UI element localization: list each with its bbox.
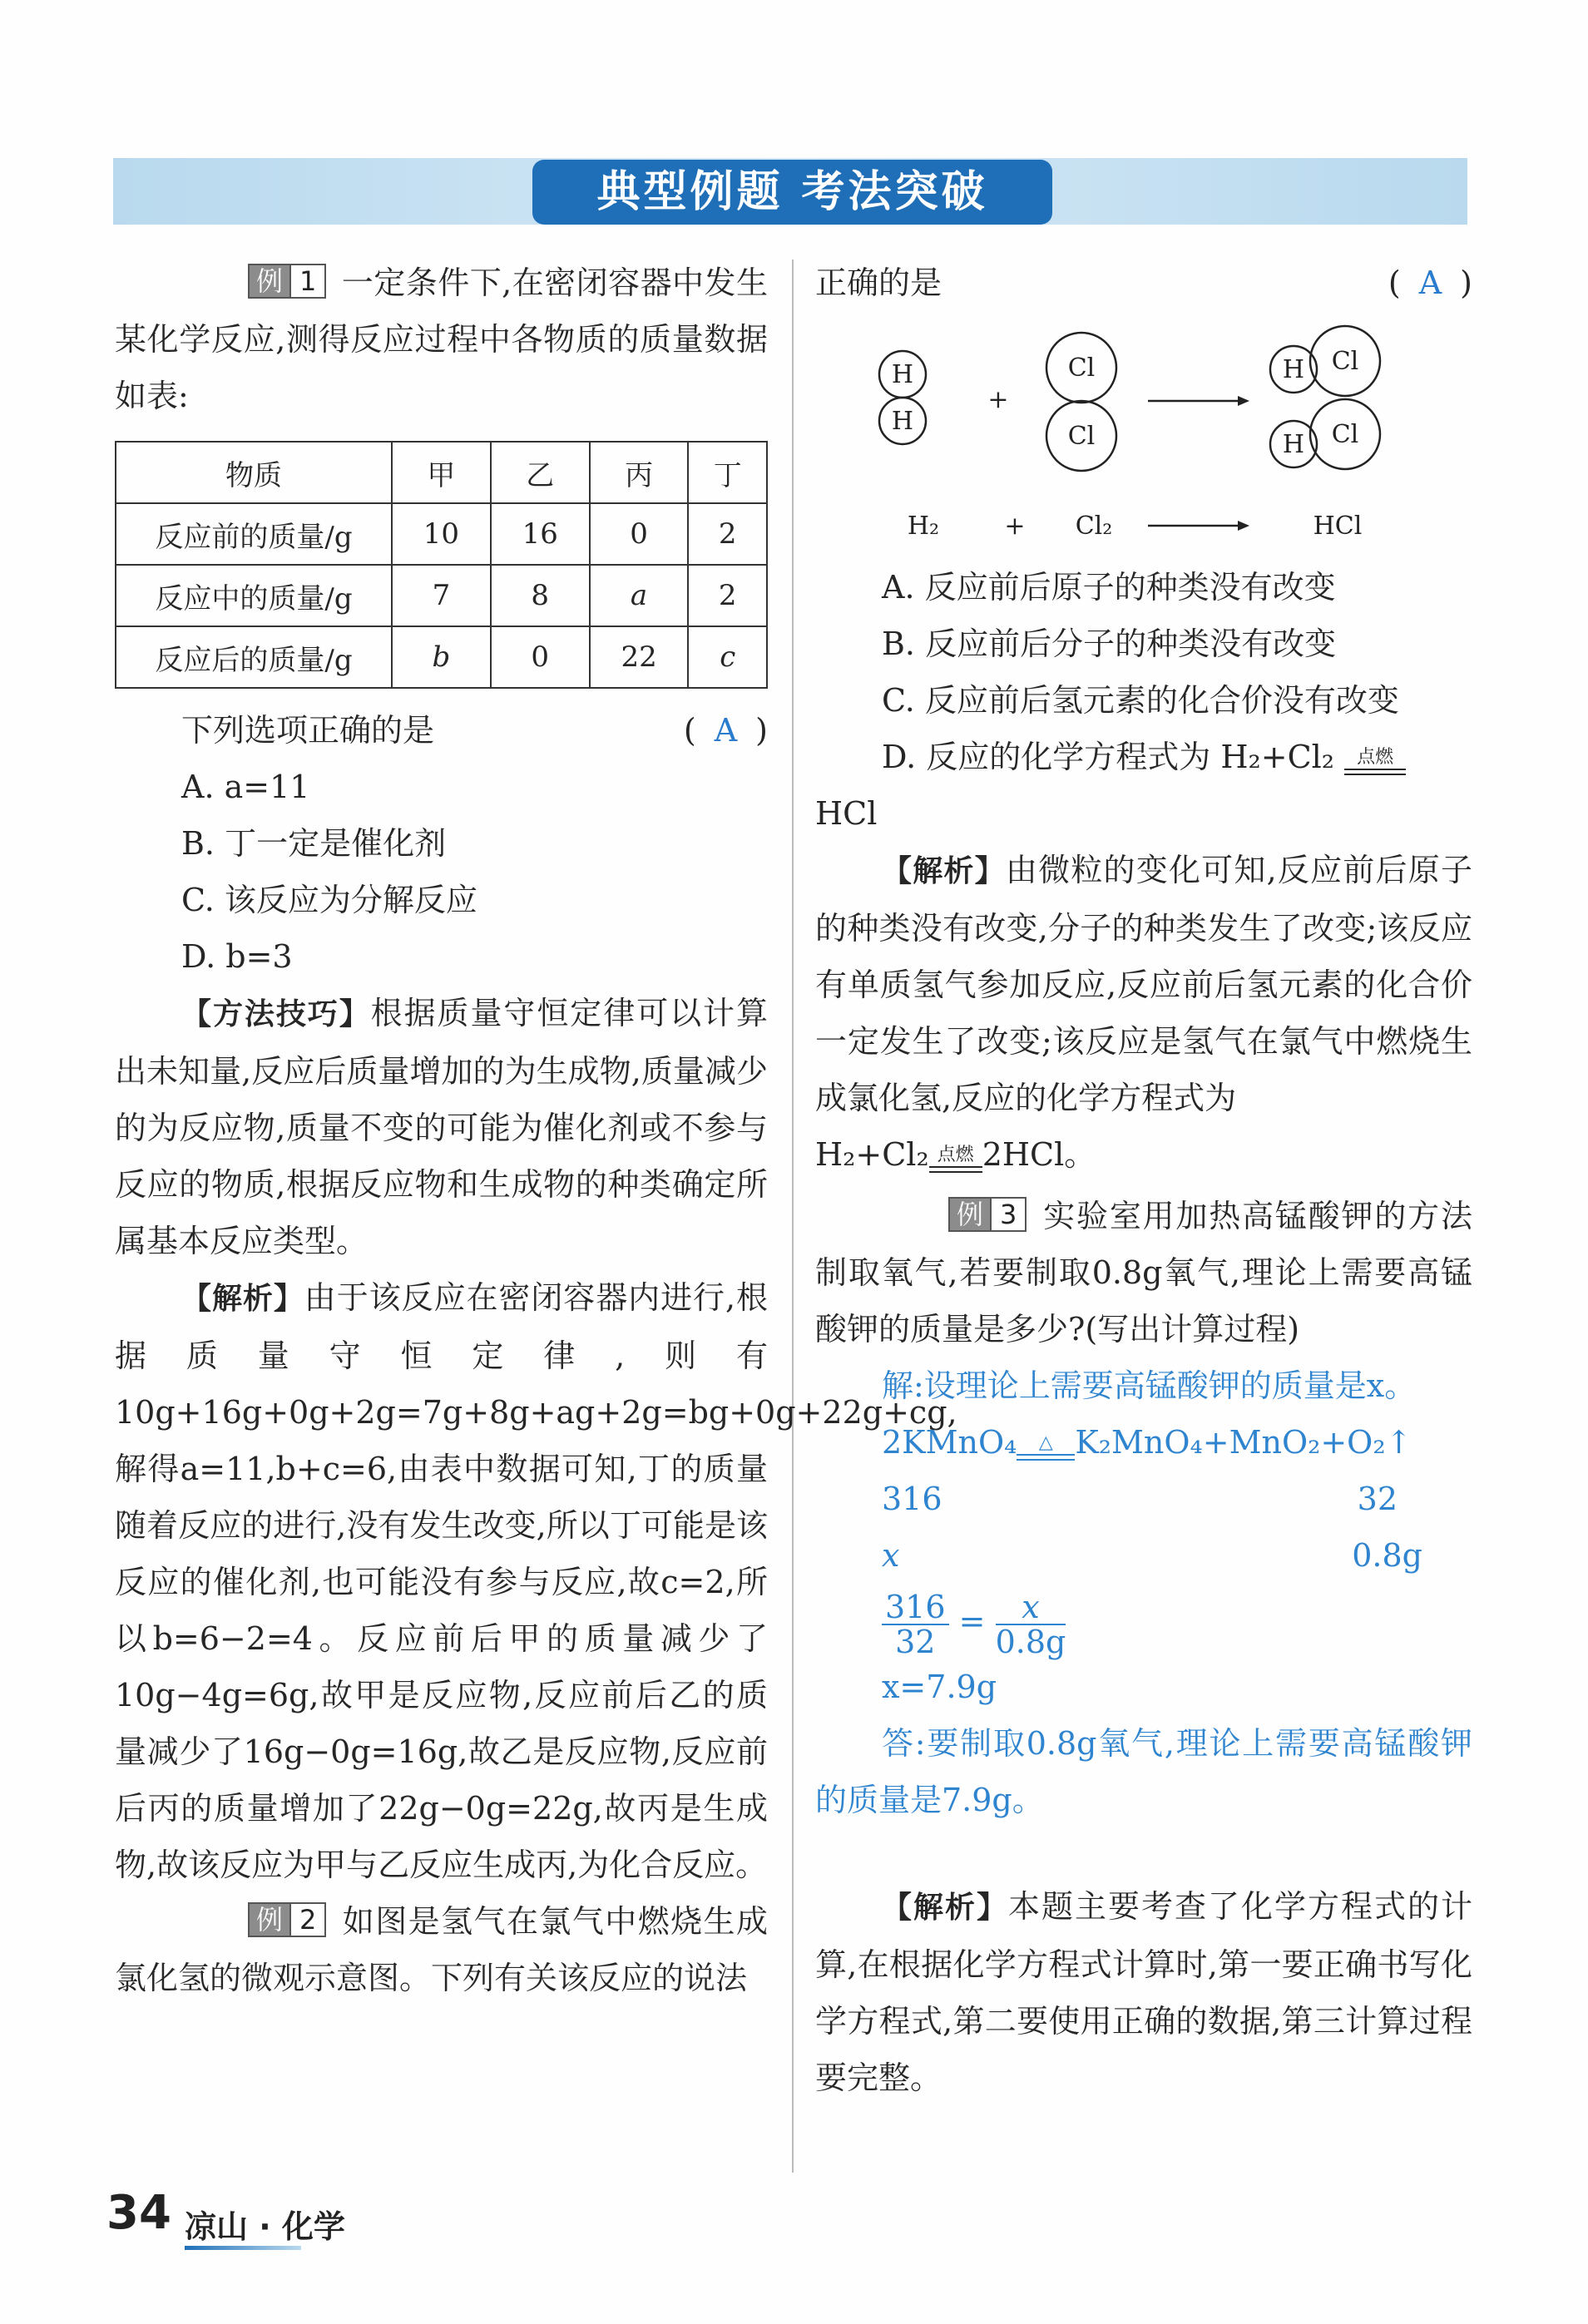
reaction-condition: 点燃: [929, 1146, 982, 1173]
table-row: 反应中的质量/g 7 8 a 2: [116, 565, 767, 626]
reaction-diagram: [815, 318, 1472, 559]
section-title: 典型例题 考法突破: [532, 160, 1052, 225]
example-1-answer: ( A ): [683, 712, 768, 749]
example-3-stem: 例 3 实验室用加热高锰酸钾的方法制取氧气,若要制取0.8g氧气,理论上需要高锰酸钾的质量是多少?(写出计算过程): [815, 1198, 1472, 1347]
example-1-question: 下列选项正确的是 ( A ): [181, 702, 768, 759]
reaction-condition: △: [1017, 1434, 1075, 1461]
formula-cl2: Cl₂: [1075, 512, 1113, 541]
reaction-arrow-head: [1238, 521, 1249, 531]
option-d: D. b=3: [181, 938, 293, 975]
fraction: $\frac{x}{0.8g}$: [995, 1588, 1066, 1660]
h-atom-label: H: [891, 407, 914, 436]
h-atom-label: H: [1282, 355, 1305, 384]
option-d-tail: HCl: [815, 795, 878, 832]
mass-table: [115, 441, 768, 689]
plus-sign: +: [987, 385, 1009, 414]
example-1-stem: 例 1 一定条件下,在密闭容器中发生某化学反应,测得反应过程中各物质的质量数据如表:: [115, 265, 768, 414]
reaction-condition: 点燃: [1344, 749, 1406, 775]
option-c: C. 反应前后氢元素的化合价没有改变: [882, 682, 1399, 719]
method-tips: 【方法技巧】根据质量守恒定律可以计算出未知量,反应后质量增加的为生成物,质量减少的为反应物,质量不变的可能为催化剂或不参与反应的物质,根据反应物和生成物的种类确定所属基本反应类型。: [115, 995, 768, 1259]
h-atom-label: H: [1282, 430, 1305, 459]
page-number: 34: [106, 2186, 171, 2240]
solution-mass-row: 316 32: [882, 1481, 1398, 1517]
solution-answer: 答:要制取0.8g氧气,理论上需要高锰酸钾的质量是7.9g。: [815, 1725, 1472, 1818]
solution-intro: 解:设理论上需要高锰酸钾的质量是x。: [882, 1367, 1417, 1404]
option-a: A. a=11: [181, 769, 310, 805]
right-column: [815, 255, 1472, 2106]
reaction-arrow-head: [1238, 396, 1249, 406]
table-row: 反应前的质量/g 10 16 0 2: [116, 503, 767, 565]
cl-atom-label: Cl: [1331, 347, 1359, 376]
cl-atom-label: Cl: [1331, 420, 1359, 449]
example-2-tag: 例 2: [181, 1902, 326, 1937]
example-3-solution: [815, 1357, 1472, 1828]
option-b: B. 丁一定是催化剂: [181, 825, 447, 862]
page-subtitle: 凉山 · 化学: [185, 2208, 345, 2245]
example-1-analysis: 【解析】由于该反应在密闭容器内进行,根据质量守恒定律,则有10g+16g+0g+2g=7g+8g+ag+2g=bg+0g+22g+cg,解得a=11,b+c=6,由表中数据可知,丁的质量随着反应的进行,没有发生改变,所以丁可能是该反应的催化剂,也可能没有参与反应,故c=2,所以b=6−2=4。反应前后甲的质量减少了10g−4g=6g,故甲是反应物,反应前后乙的质量减少了16g−0g=16g,故乙是反应物,反应前后丙的质量增加了22g−0g=22g,故丙是生成物,故该反应为甲与乙反应生成丙,为化合反应。: [115, 1279, 957, 1883]
cl-atom-label: Cl: [1067, 422, 1096, 451]
formula-hcl: HCl: [1313, 512, 1363, 541]
solution-equation: 2KMnO₄ △ K₂MnO₄+MnO₂+O₂↑: [882, 1424, 1412, 1461]
example-3-tag: 例 3: [882, 1197, 1027, 1232]
solution-result: x=7.9g: [882, 1669, 997, 1705]
table-row: 反应后的质量/g b 0 22 c: [116, 626, 767, 688]
table-header-row: 物质 甲 乙 丙 丁: [116, 442, 767, 503]
cl-atom-label: Cl: [1067, 354, 1096, 383]
footer-accent-line: [185, 2246, 301, 2250]
column-divider: [792, 260, 794, 2173]
solution-unknown-row: x 0.8g: [882, 1537, 1422, 1574]
example-3-analysis: 【解析】本题主要考查了化学方程式的计算,在根据化学方程式计算时,第一要正确书写化学方程式,第二要使用正确的数据,第三计算过程要完整。: [815, 1888, 1472, 2096]
example-2-stem: 例 2 如图是氢气在氯气中燃烧生成氯化氢的微观示意图。下列有关该反应的说法: [115, 1903, 768, 1996]
h-atom-label: H: [891, 360, 914, 389]
example-1-tag: 例 1: [181, 264, 326, 299]
option-c: C. 该反应为分解反应: [181, 882, 477, 918]
fraction: $\frac{316}{32}$: [882, 1590, 949, 1659]
example-2-answer: ( A ): [1388, 265, 1472, 301]
option-a: A. 反应前后原子的种类没有改变: [882, 569, 1336, 606]
option-d: D. 反应的化学方程式为 H₂+Cl₂ 点燃: [882, 729, 1472, 785]
formula-h2: H₂: [907, 512, 940, 541]
example-2-equation: H₂+Cl₂ 点燃 2HCl。: [815, 1136, 1096, 1173]
plus-sign: +: [1004, 512, 1026, 541]
example-2-analysis: 【解析】由微粒的变化可知,反应前后原子的种类没有改变,分子的种类发生了改变;该反应有单质氢气参加反应,反应前后氢元素的化合价一定发生了改变;该反应是氢气在氯气中燃烧生成氯化氢,反应的化学方程式为: [815, 852, 1472, 1116]
solution-proportion: $\frac{316}{32}$ = $\frac{x}{0.8g}$: [882, 1584, 1472, 1659]
example-2-stem-continued: 正确的是 ( A ): [815, 255, 1472, 311]
option-b: B. 反应前后分子的种类没有改变: [882, 626, 1337, 662]
